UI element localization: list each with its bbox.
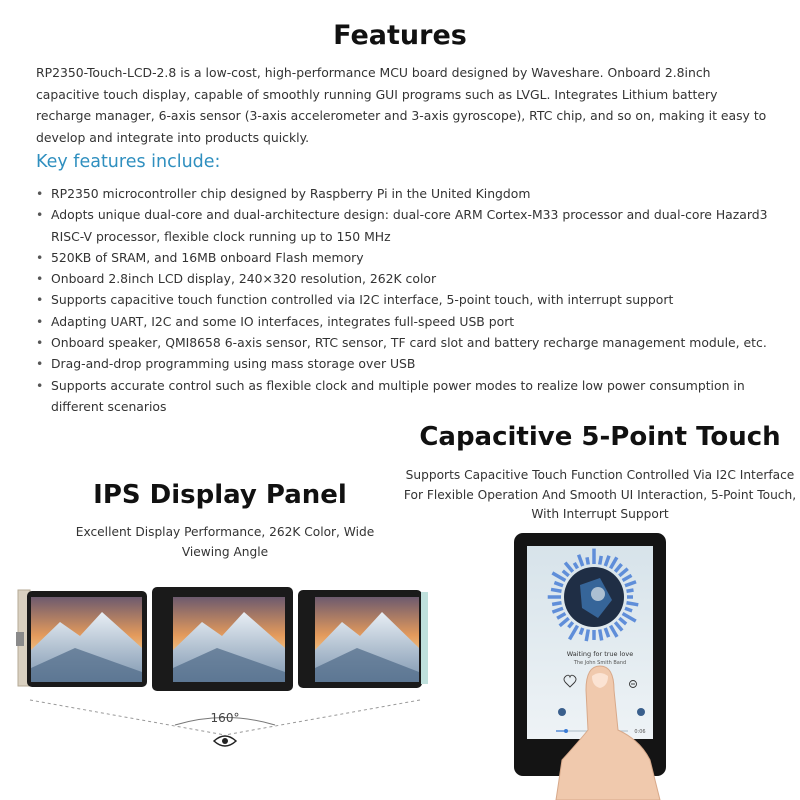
key-features-heading: Key features include:	[36, 152, 221, 172]
visualizer-bar	[586, 629, 588, 641]
visualizer-bar	[600, 556, 602, 565]
touch-description: Supports Capacitive Touch Function Controlled Via I2C Interface For Flexible Operation And Smooth UI Interaction, 5-Point Touch, With Interrupt Support	[403, 468, 797, 521]
playback-time: 0:06	[634, 729, 646, 735]
visualizer-bar	[587, 557, 588, 564]
visualizer-bar	[552, 603, 561, 605]
feature-item: • Onboard 2.8inch LCD display, 240×320 resolution, 262K color	[36, 268, 776, 289]
feature-item: • Drag-and-drop programming using mass storage over USB	[36, 353, 776, 374]
ips-description: Excellent Display Performance, 262K Color, Wide Viewing Angle	[75, 525, 375, 559]
visualizer-bar	[580, 628, 582, 634]
feature-item: • 520KB of SRAM, and 16MB onboard Flash memory	[36, 247, 776, 268]
feature-item: • Adopts unique dual-core and dual-architecture design: dual-core ARM Cortex-M33 processor and dual-core Hazard3 RISC-V processor, flexible clock running up to 150 MHz	[36, 204, 776, 247]
visualizer-bar	[600, 629, 602, 640]
visualizer-bar	[626, 590, 633, 591]
feature-item: • Onboard speaker, QMI8658 6-axis sensor, RTC sensor, TF card slot and battery recharge management module, etc.	[36, 332, 776, 353]
feature-item: • RP2350 microcontroller chip designed by Raspberry Pi in the United Kingdom	[36, 183, 776, 204]
intro-paragraph: RP2350-Touch-LCD-2.8 is a low-cost, high-performance MCU board designed by Waveshare. Onboard 2.8inch capacitive touch display, capable of smoothly running GUI programs such as LVGL. Integrates Lithium battery recharge manager, 6-axis sensor (3-axis accelerometer and 3-axis gyroscope), RTC chip, and so on, making it easy to develop and integrate into products quickly.	[36, 65, 767, 145]
viewing-angle-label: 160°	[210, 711, 240, 725]
ips-heading: IPS Display Panel	[93, 480, 347, 510]
feature-item: • Supports capacitive touch function controlled via I2C interface, 5-point touch, with interrupt support	[36, 289, 776, 310]
visualizer-bar	[551, 589, 561, 591]
page-title: Features	[333, 20, 467, 51]
visualizer-bar	[625, 608, 632, 611]
song-title: Waiting for true love	[566, 650, 634, 658]
touch-heading: Capacitive 5-Point Touch	[419, 422, 781, 452]
artist-name: The John Smith Band	[573, 660, 627, 666]
visualizer-bar	[626, 603, 638, 605]
next-track-icon[interactable]	[637, 708, 645, 716]
feature-item: • Supports accurate control such as flexible clock and multiple power modes to realize low power consumption in different scenarios	[36, 375, 776, 418]
previous-track-icon[interactable]	[558, 708, 566, 716]
feature-item: • Adapting UART, I2C and some IO interfaces, integrates full-speed USB port	[36, 311, 776, 332]
